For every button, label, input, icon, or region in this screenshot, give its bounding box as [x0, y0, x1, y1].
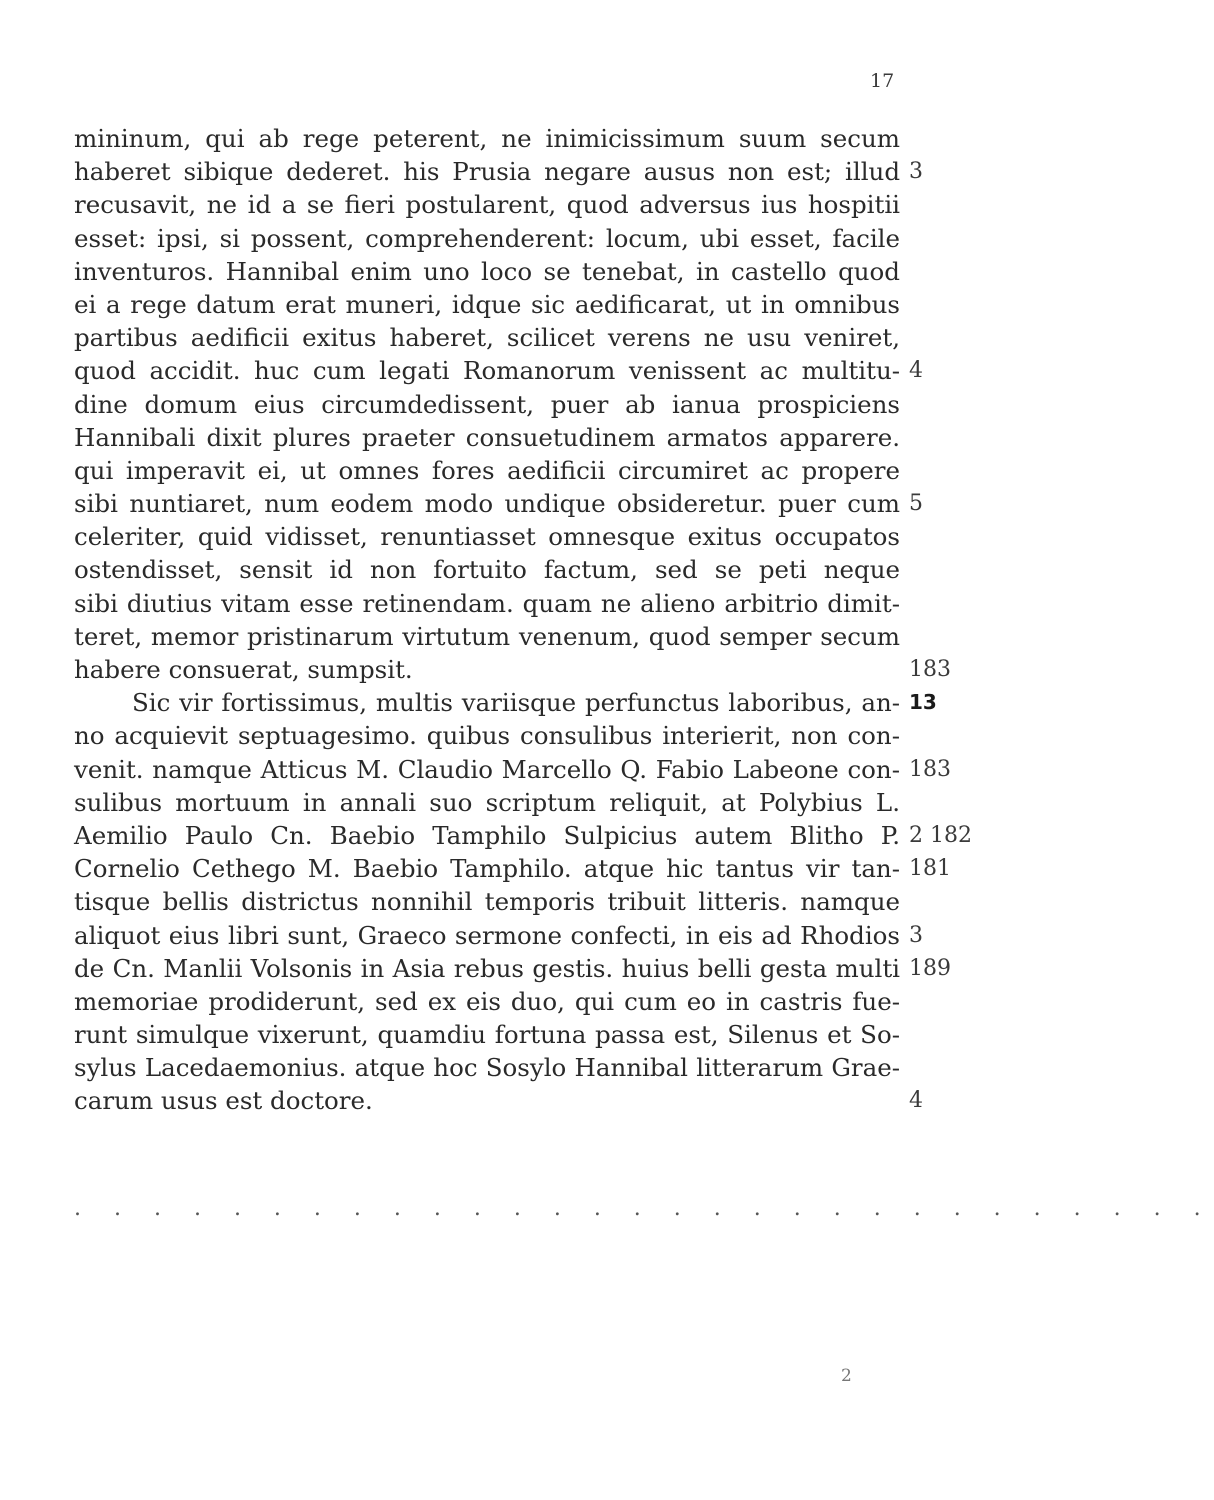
printer-signature: 2 — [841, 1366, 852, 1386]
margin-note: 181 — [909, 856, 951, 882]
text-line — [74, 819, 972, 852]
text-line — [74, 1051, 900, 1084]
text-line — [74, 786, 900, 819]
line-text: aliquot eius libri sunt, Graeco sermone confecti, in eis ad Rhodios — [74, 920, 900, 950]
text-line — [74, 1084, 923, 1117]
section-end-dots: . . . . . . . . . . . . . . . . . . . . . . . . . . . . . — [74, 1196, 1214, 1221]
text-line — [74, 553, 900, 586]
line-text: Sic vir fortissimus, multis variisque perfunctus laboribus, an- — [132, 688, 900, 718]
text-line — [74, 686, 937, 719]
margin-note: 189 — [909, 955, 951, 981]
line-text: habere consuerat, sumpsit. — [74, 655, 413, 684]
margin-note: 5 — [909, 491, 923, 517]
line-text: mininum, qui ab rege peterent, ne inimicissimum suum secum — [74, 124, 900, 153]
line-text: de Cn. Manlii Volsonis in Asia rebus gestis. huius belli gesta multi — [74, 953, 900, 983]
line-text: partibus aedificii exitus haberet, scilicet verens ne usu veniret, — [74, 323, 900, 353]
page-number: 17 — [870, 70, 895, 92]
line-text: runt simulque vixerunt, quamdiu fortuna passa est, Silenus et So- — [74, 1020, 900, 1050]
margin-note: 183 — [909, 657, 951, 682]
text-line — [74, 985, 900, 1018]
margin-note: 3 — [909, 922, 923, 948]
line-text: haberet sibique dederet. his Prusia negare ausus non est; illud — [74, 157, 900, 187]
text-line — [74, 520, 900, 553]
text-line — [74, 587, 900, 620]
text-line — [74, 155, 923, 188]
text-line — [74, 487, 923, 520]
text-line — [74, 354, 923, 387]
text-line — [74, 288, 900, 321]
text-line — [74, 222, 900, 255]
line-text: ostendisset, sensit id non fortuito factum, sed se peti neque — [74, 555, 900, 585]
line-text: tisque bellis districtus nonnihil temporis tribuit litteris. namque — [74, 887, 900, 917]
line-text: ei a rege datum erat muneri, idque sic aedificarat, ut in omnibus — [74, 289, 900, 319]
line-text: venit. namque Atticus M. Claudio Marcello Q. Fabio Labeone con- — [74, 754, 900, 784]
text-line — [74, 753, 951, 786]
text-line — [74, 188, 900, 221]
text-line — [74, 321, 900, 354]
line-text: no acquievit septuagesimo. quibus consulibus interierit, non con- — [74, 721, 900, 751]
line-text: sylus Lacedaemonius. atque hoc Sosylo Hannibal litterarum Grae- — [74, 1053, 900, 1083]
line-text: sibi nuntiaret, num eodem modo undique obsideretur. puer cum — [74, 489, 900, 519]
line-text: dine domum eius circumdedissent, puer ab ianua prospiciens — [74, 389, 900, 419]
line-text: recusavit, ne id a se fieri postularent, quod adversus ius hospitii — [74, 190, 900, 220]
text-line — [74, 454, 900, 487]
line-text: inventuros. Hannibal enim uno loco se tenebat, in castello quod — [74, 256, 900, 286]
text-line — [74, 852, 951, 885]
text-line — [74, 885, 900, 918]
text-line — [74, 255, 900, 288]
line-text: quod accidit. huc cum legati Romanorum venissent ac multitu- — [74, 356, 900, 386]
margin-note: 183 — [909, 756, 951, 782]
line-text: carum usus est doctore. — [74, 1086, 373, 1116]
line-text: Aemilio Paulo Cn. Baebio Tamphilo Sulpicius autem Blitho P. — [74, 820, 900, 850]
text-line — [74, 122, 900, 155]
body-text — [74, 122, 972, 1118]
line-text: sulibus mortuum in annali suo scriptum reliquit, at Polybius L. — [74, 787, 900, 817]
text-line — [74, 919, 923, 952]
margin-note: 13 — [909, 690, 937, 715]
text-line — [74, 952, 951, 985]
text-line — [74, 421, 900, 454]
margin-note: 4 — [909, 1088, 923, 1114]
line-text: memoriae prodiderunt, sed ex eis duo, qui cum eo in castris fue- — [74, 986, 900, 1016]
text-line — [74, 388, 900, 421]
margin-note: 3 — [909, 159, 923, 185]
line-text: sibi diutius vitam esse retinendam. quam ne alieno arbitrio dimit- — [74, 588, 900, 618]
text-line — [74, 719, 900, 752]
line-text: qui imperavit ei, ut omnes fores aedificii circumiret ac propere — [74, 455, 900, 485]
margin-note: 4 — [909, 358, 923, 384]
margin-note: 2 182 — [909, 822, 972, 848]
line-text: Cornelio Cethego M. Baebio Tamphilo. atque hic tantus vir tan- — [74, 854, 900, 884]
line-text: teret, memor pristinarum virtutum venenum, quod semper secum — [74, 621, 900, 651]
line-text: Hannibali dixit plures praeter consuetudinem armatos apparere. — [74, 422, 900, 452]
line-text: celeriter, quid vidisset, renuntiasset omnesque exitus occupatos — [74, 522, 900, 552]
text-line — [74, 1018, 900, 1051]
line-text: esset: ipsi, si possent, comprehenderent: locum, ubi esset, facile — [74, 223, 900, 253]
text-line — [74, 620, 900, 653]
text-line — [74, 653, 951, 686]
